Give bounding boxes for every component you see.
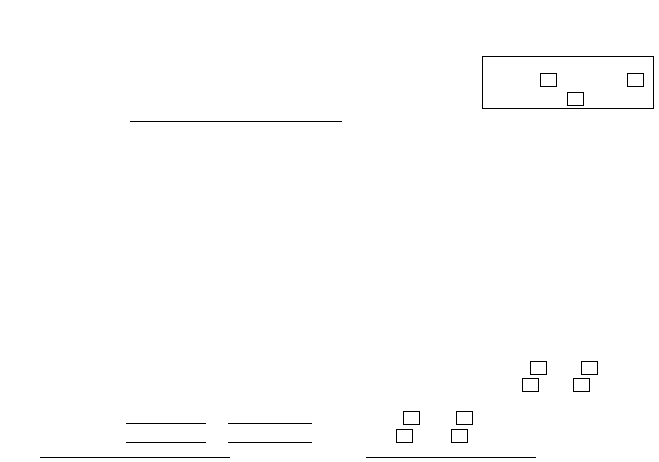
position-field[interactable] [40, 446, 230, 458]
pension-1-from-field[interactable] [126, 412, 206, 424]
pension-2-no-checkbox[interactable] [451, 429, 468, 443]
pension-1-no-checkbox[interactable] [456, 411, 473, 425]
pension-1-to-field[interactable] [228, 412, 312, 424]
contrib-1-yes-checkbox[interactable] [530, 361, 547, 375]
contrib-2-no-checkbox[interactable] [573, 378, 590, 392]
pension-2-from-field[interactable] [126, 431, 206, 443]
pension-2-yes-checkbox[interactable] [396, 429, 413, 443]
signer-field[interactable] [366, 446, 536, 458]
pension-1-yes-checkbox[interactable] [403, 411, 420, 425]
contrib-1-no-checkbox[interactable] [581, 361, 598, 375]
pension-2-to-field[interactable] [228, 431, 312, 443]
contrib-2-yes-checkbox[interactable] [522, 378, 539, 392]
